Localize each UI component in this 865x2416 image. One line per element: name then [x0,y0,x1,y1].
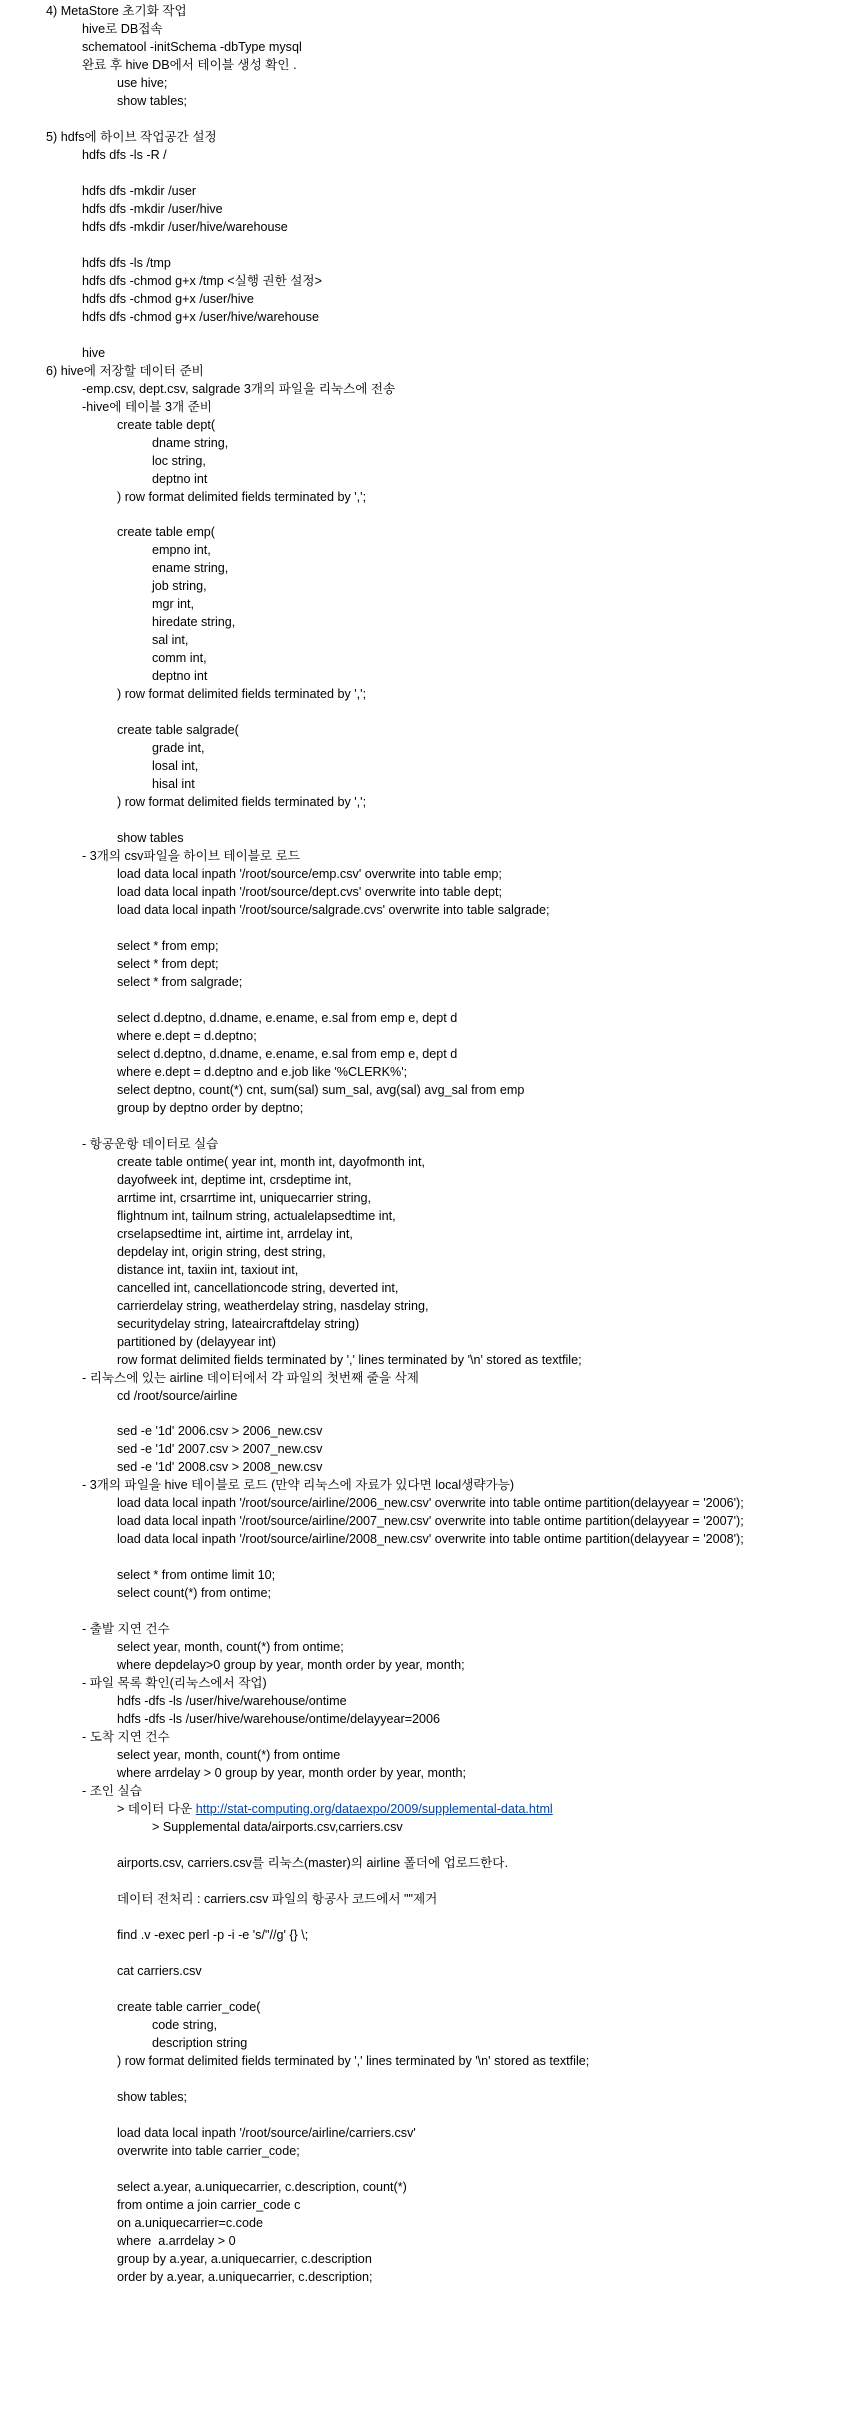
text-line [152,776,195,793]
text-line [82,273,322,290]
text-line [117,1280,398,1297]
text-line [152,560,228,577]
text-line [117,1927,308,1944]
text-line [46,3,187,20]
line-text: group by deptno order by deptno; [117,1100,304,1115]
text-line [152,2035,247,2052]
line-text: - 3개의 csv파일을 하이브 테이블로 로드 [82,849,300,864]
text-line [117,524,215,541]
line-text: deptno int [152,669,208,684]
line-text: 6) hive에 저장할 데이터 준비 [46,363,204,378]
line-text: -emp.csv, dept.csv, salgrade 3개의 파일을 리눅스에 전송 [82,381,396,396]
line-text: hdfs dfs -mkdir /user/hive/warehouse [82,219,288,234]
text-line [152,650,207,667]
line-text: group by a.year, a.uniquecarrier, c.description [117,2251,372,2266]
line-text: load data local inpath '/root/source/airline/2007_new.csv' overwrite into table ontime partition(delayyear = '2007'); [117,1514,744,1529]
text-line [82,201,223,218]
line-text: sal int, [152,633,189,648]
text-line [117,1082,524,1099]
line-text: hive [82,345,106,360]
line-text: - 3개의 파일을 hive 테이블로 로드 (만약 리눅스에 자료가 있다면 local생략가능) [82,1478,515,1493]
text-line [117,489,366,506]
line-text: load data local inpath '/root/source/dept.cvs' overwrite into table dept; [117,885,502,899]
text-line [117,2053,589,2070]
line-text: - 출발 지연 건수 [82,1622,170,1637]
line-text: select * from emp; [117,939,219,953]
text-line [117,1226,353,1243]
line-text: load data local inpath '/root/source/airline/2006_new.csv' overwrite into table ontime partition(delayyear = '2006'); [117,1496,744,1511]
text-line [117,1531,744,1548]
line-text: - 항공운항 데이터로 실습 [82,1136,219,1151]
text-line [82,57,297,74]
line-text: load data local inpath '/root/source/airline/carriers.csv' [117,2125,416,2140]
line-text: overwrite into table carrier_code; [117,2143,300,2158]
text-line [117,1388,237,1405]
line-text: select d.deptno, d.dname, e.ename, e.sal from emp e, dept d [117,1046,458,1061]
line-text: description string [152,2035,248,2050]
text-line [46,129,217,146]
text-line [117,1244,326,1261]
text-line [117,1747,340,1764]
line-text: 데이터 전처리 : carriers.csv 파일의 항공사 코드에서 ""제거 [117,1891,438,1906]
line-text: load data local inpath '/root/source/emp.csv' overwrite into table emp; [117,867,502,881]
line-text: from ontime a join carrier_code c [117,2197,301,2212]
line-text: 완료 후 hive DB에서 테이블 생성 확인 . [82,57,297,72]
line-text: job string, [152,579,207,594]
text-line [46,363,204,380]
text-line [117,902,550,919]
text-line [117,1513,744,1530]
line-text: ) row format delimited fields terminated by ',' lines terminated by '\n' stored as textfile; [117,2053,590,2068]
line-text: schematool -initSchema -dbType mysql [82,40,302,54]
text-line [117,866,502,883]
line-text: hdfs dfs -ls -R / [82,147,167,162]
download-link[interactable]: http://stat-computing.org/dataexpo/2009/supplemental-data.html [195,1802,553,1816]
text-line [117,2269,373,2286]
text-line [152,453,206,470]
line-text: cancelled int, cancellationcode string, deverted int, [117,1280,399,1295]
line-text: use hive; [117,75,168,90]
text-line [82,1783,142,1800]
text-line [117,1298,429,1315]
line-text: create table dept( [117,417,216,432]
line-text: hdfs dfs -mkdir /user [82,183,197,198]
line-text: -hive에 테이블 3개 준비 [82,399,212,414]
line-text: grade int, [152,741,205,756]
line-text: > Supplemental data/airports.csv,carriers.csv [152,1820,403,1834]
text-line [117,830,184,847]
text-line [117,1028,257,1045]
line-text: hiredate string, [152,615,236,630]
text-line [82,309,319,326]
line-text: airports.csv, carriers.csv를 리눅스(master)의 airline 폴더에 업로드한다. [117,1855,508,1870]
text-line [117,1567,275,1584]
text-line [82,183,196,200]
line-text: where depdelay>0 group by year, month order by year, month; [117,1658,465,1673]
line-text: hdfs dfs -chmod g+x /user/hive [82,291,254,306]
line-text: dname string, [152,435,229,450]
text-line [117,1495,744,1512]
text-line [117,1352,582,1369]
text-line [117,2089,187,2106]
line-text: partitioned by (delayyear int) [117,1334,276,1349]
line-text: distance int, taxiin int, taxiout int, [117,1262,299,1277]
text-line [117,1963,202,1980]
line-text: select d.deptno, d.dname, e.ename, e.sal from emp e, dept d [117,1010,458,1025]
text-line [82,1729,170,1746]
line-text: order by a.year, a.uniquecarrier, c.description; [117,2269,373,2284]
line-text: securitydelay string, lateaircraftdelay string) [117,1316,360,1331]
line-text: dayofweek int, deptime int, crsdeptime int, [117,1172,352,1187]
line-text: hdfs dfs -chmod g+x /user/hive/warehouse [82,309,319,324]
text-line [82,255,171,272]
text-line [117,1801,553,1818]
text-line [117,722,239,739]
text-line [117,794,366,811]
line-text: create table emp( [117,525,216,540]
text-line [117,2143,300,2160]
line-text: select year, month, count(*) from ontime [117,1748,341,1763]
line-text: deptno int [152,471,208,486]
text-line [82,39,302,56]
line-text: ename string, [152,561,229,576]
text-line [117,2197,300,2214]
line-text: create table ontime( year int, month int, dayofmonth int, [117,1154,426,1169]
text-line [117,1190,371,1207]
text-line [152,578,207,595]
line-text: ) row format delimited fields terminated by ','; [117,687,367,702]
text-line [117,1999,261,2016]
line-text: depdelay int, origin string, dest string, [117,1244,326,1259]
line-text: hdfs -dfs -ls /user/hive/warehouse/ontime/delayyear=2006 [117,1712,441,1727]
line-text: row format delimited fields terminated by ',' lines terminated by '\n' stored as textfile; [117,1352,582,1367]
line-text: where a.arrdelay > 0 [117,2233,236,2248]
line-text: show tables; [117,93,188,108]
text-line [152,1819,403,1836]
text-line [152,596,194,613]
line-text: hdfs dfs -mkdir /user/hive [82,201,223,216]
text-line [152,740,205,757]
text-line [117,1855,508,1872]
line-text: hive로 DB접속 [82,22,163,36]
line-text: select * from salgrade; [117,974,243,989]
line-text: create table salgrade( [117,723,239,738]
text-line [152,471,207,488]
line-text: where e.dept = d.deptno and e.job like '%CLERK%'; [117,1064,408,1079]
line-text: comm int, [152,651,207,666]
line-text: load data local inpath '/root/source/salgrade.cvs' overwrite into table salgrade; [117,903,550,917]
line-text: sed -e '1d' 2006.csv > 2006_new.csv [117,1424,323,1439]
line-text: 4) MetaStore 초기화 작업 [46,4,187,18]
line-text: loc string, [152,453,206,468]
line-text: hdfs dfs -ls /tmp [82,255,171,270]
line-text: code string, [152,2017,218,2032]
line-text: hisal int [152,777,195,792]
line-text: load data local inpath '/root/source/airline/2008_new.csv' overwrite into table ontime partition(delayyear = '2008'); [117,1532,744,1547]
line-text: select a.year, a.uniquecarrier, c.description, count(*) [117,2179,407,2194]
text-line [152,614,235,631]
text-line [117,1316,359,1333]
text-line [82,1675,267,1692]
text-line [82,381,395,398]
line-text: where arrdelay > 0 group by year, month order by year, month; [117,1766,466,1780]
text-line [117,1208,396,1225]
text-line [117,1172,352,1189]
line-text: losal int, [152,759,199,774]
line-text: arrtime int, crsarrtime int, uniquecarrier string, [117,1190,372,1205]
line-text: create table carrier_code( [117,1999,261,2014]
line-text: select year, month, count(*) from ontime; [117,1640,344,1655]
text-line [117,1459,322,1476]
text-line [117,1693,347,1710]
line-text: - 도착 지연 건수 [82,1730,170,1745]
line-text: crselapsedtime int, airtime int, arrdelay int, [117,1226,353,1241]
line-text: select * from dept; [117,956,219,971]
text-line [117,2215,263,2232]
line-text: show tables [117,831,184,846]
text-line [82,21,163,38]
text-line [117,75,167,92]
text-line [117,1891,437,1908]
text-line [82,1621,170,1638]
text-line [117,1064,407,1081]
text-line [117,2251,372,2268]
line-text: show tables; [117,2089,188,2104]
line-text: ) row format delimited fields terminated by ','; [117,489,367,504]
line-text: 5) hdfs에 하이브 작업공간 설정 [46,129,217,144]
text-line [117,1046,457,1063]
text-line [82,1136,218,1153]
line-text: hdfs -dfs -ls /user/hive/warehouse/ontime [117,1694,347,1709]
text-line [117,1585,271,1602]
text-line [82,219,288,236]
line-text: select * from ontime limit 10; [117,1568,276,1583]
text-line [117,1639,344,1656]
text-line [117,1100,303,1117]
text-line [117,1423,322,1440]
text-line [152,542,211,559]
line-text: - 조인 실습 [82,1784,142,1798]
text-line [82,399,212,416]
text-line [152,668,207,685]
text-line [117,93,187,110]
text-line [82,345,105,362]
text-line [117,956,219,973]
text-line [117,1441,322,1458]
line-text: mgr int, [152,597,194,612]
text-line [82,848,300,865]
text-line [117,2125,416,2142]
text-line [152,2017,217,2034]
text-line [152,435,228,452]
line-text: ) row format delimited fields terminated by ','; [117,795,367,810]
text-line [117,938,218,955]
line-text: sed -e '1d' 2007.csv > 2007_new.csv [117,1442,323,1457]
text-line [117,2233,236,2250]
line-text: select deptno, count(*) cnt, sum(sal) sum_sal, avg(sal) avg_sal from emp [117,1082,525,1097]
text-line [117,2179,407,2196]
line-text: on a.uniquecarrier=c.code [117,2215,263,2230]
line-text: hdfs dfs -chmod g+x /tmp <실행 권한 설정> [82,273,322,288]
text-line [82,291,254,308]
line-text: empno int, [152,543,211,558]
text-line [117,417,215,434]
text-line [117,974,242,991]
line-text: flightnum int, tailnum string, actualelapsedtime int, [117,1208,396,1223]
text-line [82,1477,514,1494]
text-line [117,1262,298,1279]
text-line [152,632,188,649]
line-text: cat carriers.csv [117,1963,202,1978]
text-line [82,147,167,164]
line-text: select count(*) from ontime; [117,1586,271,1601]
line-text: cd /root/source/airline [117,1388,238,1403]
text-line [117,1657,465,1674]
text-line [117,884,502,901]
text-line [82,1370,419,1387]
text-line [152,758,198,775]
line-text: > 데이터 다운 [117,1802,196,1816]
line-text: carrierdelay string, weatherdelay string, nasdelay string, [117,1298,429,1313]
line-text: - 파일 목록 확인(리눅스에서 작업) [82,1676,267,1691]
text-line [117,1334,276,1351]
line-text: sed -e '1d' 2008.csv > 2008_new.csv [117,1460,323,1475]
text-line [117,1711,440,1728]
text-line [117,1010,457,1027]
text-line [117,1765,466,1782]
line-text: find .v -exec perl -p -i -e 's/"//g' {} \; [117,1927,309,1942]
line-text: where e.dept = d.deptno; [117,1028,257,1043]
text-line [117,1154,425,1171]
text-line [117,686,366,703]
line-text: - 리눅스에 있는 airline 데이터에서 각 파일의 첫번째 줄을 삭제 [82,1370,419,1385]
